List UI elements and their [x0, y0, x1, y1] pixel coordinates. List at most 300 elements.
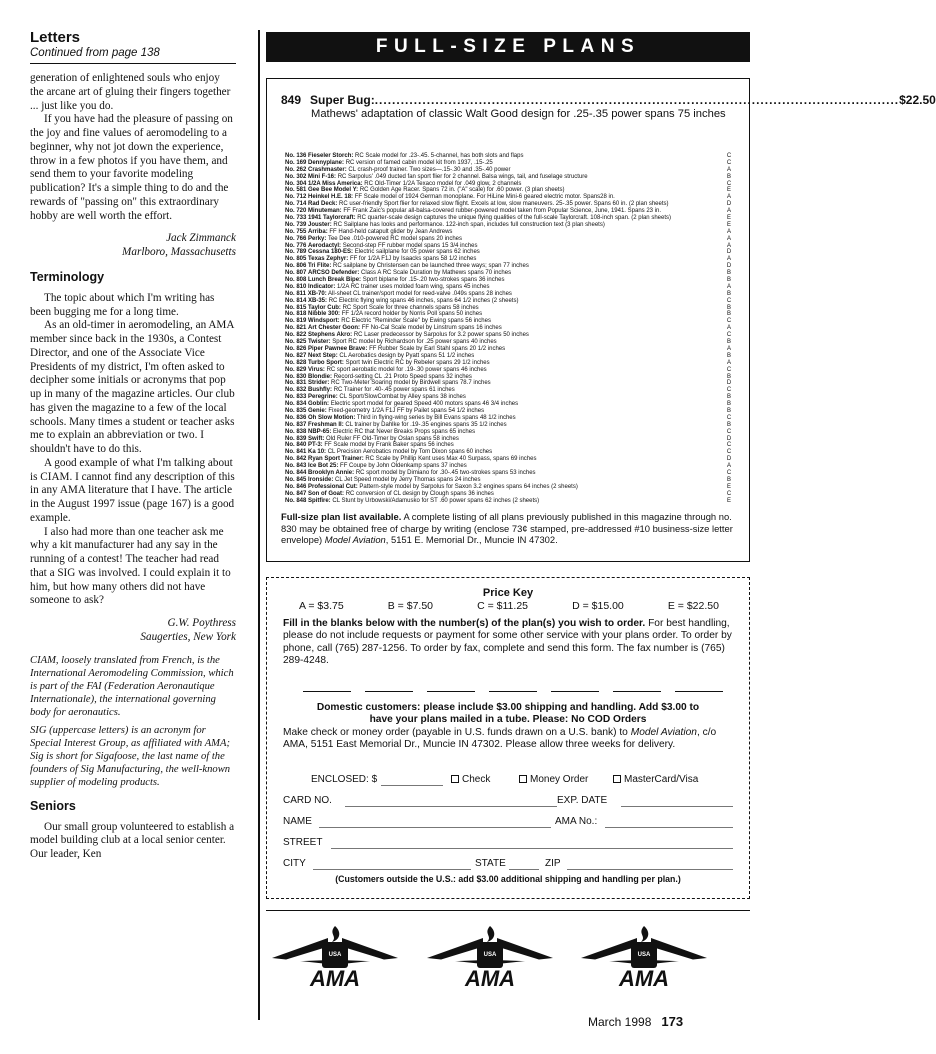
letter2-paragraph: The topic about which I'm writing has been bugging me for a long time. [30, 291, 215, 318]
editor-note-ciam: CIAM, loosely translated from French, is the International Aeromodeling Commission, which is part of the FAI (Federation Aeronautique Internationale), the international governing body for aeronautics. [30, 654, 234, 718]
plan-row [285, 484, 715, 491]
leader-dots: ......................................................................................................................... [374, 93, 900, 107]
plan-row [285, 187, 715, 194]
plan-name: Professional Cut: [308, 483, 358, 490]
street-row [283, 837, 737, 850]
plan-row [285, 181, 715, 188]
letter1-paragraph: If you have had the pleasure of passing on the joy and fine values of aeromodeling to a beginner, why not jot down the experience, throw in a few photos if you have them, and send them to your favorite modeling publication? It's a simple thing to do and the rewards of "passing on" this extraordinary hobby are well worth the effort. [30, 113, 233, 222]
plan-list-note [281, 511, 739, 546]
plan-description: RC Laser predecessor by Sarpolus for 3.2 power spans 50 inches [353, 332, 529, 339]
flame-icon [487, 926, 494, 942]
name-label: NAME [283, 816, 312, 827]
plan-number-blank[interactable] [551, 690, 599, 692]
plan-row [285, 277, 715, 284]
plan-number-blank[interactable] [303, 690, 351, 692]
plan-description: FF for 1/2A F1J by Isaacks spans 58 1/2 inches [349, 256, 477, 263]
plan-number: No. 169 [285, 159, 307, 166]
price-code: C [726, 414, 732, 421]
plan-name: Twister: [308, 339, 331, 346]
plan-number: No. 835 [285, 407, 307, 414]
logo-subtext: USA [483, 952, 497, 958]
letter2-paragraph: A good example of what I'm talking about is CIAM. I cannot find any description of this in any AMA literature that I have. The article in the August 1997 issue (page 167) is a good example. [30, 456, 235, 524]
price-code: D [726, 201, 732, 208]
plan-number: No. 837 [285, 421, 307, 428]
plan-row [285, 201, 715, 208]
plan-name: Nibble 300: [308, 311, 341, 318]
plan-row [285, 463, 715, 470]
plan-row [285, 305, 715, 312]
plan-name: Perky: [308, 235, 327, 242]
price-code: A [726, 208, 731, 215]
plan-name: ARCSO Defender: [308, 270, 360, 277]
plan-number: No. 806 [285, 263, 307, 270]
plan-description: Class A RC Scale Duration by Mathews spans 70 inches [361, 270, 512, 277]
price-code: A [726, 463, 731, 470]
plan-name: XB-70: [307, 290, 327, 297]
logo-text: AMA [618, 966, 670, 991]
plan-description: RC Sport Scale for three channels spans 58 inches [342, 304, 479, 311]
plan-name: Lunch Break Bipe: [308, 277, 362, 284]
plan-number: No. 834 [285, 401, 307, 408]
enclosed-amount-field[interactable] [381, 785, 443, 786]
plan-description: Tee Dee .010-powered RC model spans 20 inches [327, 235, 463, 242]
logo-rule [266, 910, 750, 911]
plan-description: Sport biplane for .15-.20 two-strokes spans 36 inches [362, 277, 505, 284]
money-order-checkbox[interactable] [519, 775, 527, 783]
plan-description: RC version of famed cabin model kit from 1937, .15-.25 [345, 159, 493, 166]
plan-number: No. 842 [285, 456, 307, 463]
plan-row [285, 394, 715, 401]
price-code: A [726, 345, 731, 352]
price-code: B [726, 277, 731, 284]
plan-description: 1/2A RC trainer uses molded foam wing, spans 45 inches [337, 283, 490, 290]
plan-name: 1941 Taylorcraft: [308, 215, 356, 222]
enclosed-row [283, 774, 737, 787]
plan-name: Ka 10: [308, 449, 327, 456]
price-code: B [726, 401, 731, 408]
mail-text-1: Make check or money order (payable in U.S. funds drawn on a U.S. bank) to [283, 727, 628, 738]
continued-note: Continued from page 138 [30, 47, 160, 59]
plan-number: No. 808 [285, 277, 307, 284]
plan-name: Dennyplane: [308, 159, 345, 166]
plan-number: No. 302 [285, 173, 307, 180]
city-row [283, 858, 737, 871]
plan-number: No. 828 [285, 359, 307, 366]
plan-row [285, 249, 715, 256]
plan-row [285, 449, 715, 456]
plan-number: No. 262 [285, 166, 307, 173]
plan-name: Rad Deck: [308, 201, 338, 208]
plan-number: No. 825 [285, 339, 307, 346]
plan-number: No. 821 [285, 325, 307, 332]
price-key-item: B = $7.50 [387, 600, 434, 612]
price-code: C [726, 180, 732, 187]
plan-name: Son of Goat: [308, 490, 345, 497]
plan-name: Piper Pawnee Brave: [308, 345, 368, 352]
price-key-item: E = $22.50 [667, 600, 719, 612]
state-field[interactable] [509, 869, 539, 870]
price-key-item: A = $3.75 [299, 600, 344, 612]
plan-number: No. 840 [285, 442, 307, 449]
logo-subtext: USA [637, 952, 651, 958]
plan-description: FF Scale model by Frank Baker spans 56 inches [324, 442, 454, 449]
price-code: A [726, 359, 731, 366]
city-label: CITY [283, 858, 306, 869]
plan-description: Third in flying-wing series by Bill Evans spans 48 1/2 inches [356, 414, 516, 421]
price-key-item: C = $11.25 [477, 600, 528, 612]
price-code: B [726, 339, 731, 346]
featured-plan-price: $22.50 [899, 93, 936, 107]
plan-list [285, 153, 715, 504]
domestic-line-2: have your plans mailed in a tube. Please: No COD Orders [369, 714, 647, 726]
magazine-name: Model Aviation [630, 727, 697, 738]
price-code: B [726, 304, 731, 311]
logo-text: AMA [309, 966, 361, 991]
plan-description: FF Coupe by John Oldenkamp spans 37 inches [340, 463, 467, 470]
price-code: D [726, 435, 732, 442]
plan-name: Stephens Akro: [308, 332, 353, 339]
plan-row [285, 153, 715, 160]
price-code: B [726, 311, 731, 318]
plan-number: No. 776 [285, 242, 307, 249]
price-code: D [726, 380, 732, 387]
plan-number-blank[interactable] [675, 690, 723, 692]
price-code: C [726, 469, 732, 476]
plan-row [285, 477, 715, 484]
flame-icon [641, 926, 648, 942]
plan-description: RC Electric flying wing spans 46 inches, spans 64 1/2 inches (2 sheets) [328, 297, 519, 304]
plan-row [285, 429, 715, 436]
plan-number: No. 844 [285, 469, 307, 476]
plan-number: No. 811 [285, 290, 307, 297]
order-instructions [283, 618, 737, 668]
plan-description: Old Ruler FF Old-Timer by Oslan spans 58 inches [326, 435, 459, 442]
plan-number: No. 838 [285, 428, 307, 435]
plan-row [285, 298, 715, 305]
plan-name: Bushfly: [308, 387, 333, 394]
plan-description: RC user-friendly Sport flier for relaxed slow flight. Excels at low, slow maneuvers. 25-.35 power. Spans 60 in. (2 plan sheets) [339, 201, 669, 208]
issue-date: March 1998 [588, 1015, 652, 1029]
plan-number: No. 832 [285, 387, 307, 394]
price-code: C [726, 332, 732, 339]
plan-row [285, 270, 715, 277]
plan-row [285, 491, 715, 498]
price-code: C [726, 297, 732, 304]
price-code: C [726, 366, 732, 373]
plan-description: All-sheet CL trainer/sport model for reed-valve .049s spans 28 inches [328, 290, 512, 297]
plan-row [285, 256, 715, 263]
plan-description: FF Frank Zaic's popular all-balsa-covered rubber-powered model taken from Popular Science, June, 1941. Spans 23 in. [343, 208, 662, 215]
plan-row [285, 284, 715, 291]
plan-description: RC Scale model for .23-.45. 5-channel, has both slots and flaps [355, 153, 524, 159]
plan-description: Pattern-style model by Sarpolus for Saxon 3.2 engines spans 64 inches (2 sheets) [359, 483, 578, 490]
plan-description: RC Old-Timer 1/2A Texaco model for .049 glow, 2 channels [364, 180, 522, 187]
price-code: C [726, 490, 732, 497]
plan-row [285, 367, 715, 374]
plan-name: Ironside: [308, 476, 334, 483]
letters-title: Letters [30, 29, 81, 46]
plan-row [285, 442, 715, 449]
plan-row [285, 353, 715, 360]
plan-number-blanks [303, 690, 723, 692]
international-shipping-note: (Customers outside the U.S.: add $3.00 additional shipping and handling per plan.) [335, 874, 681, 884]
price-code: B [726, 373, 731, 380]
plan-name: XB-35: [308, 297, 328, 304]
plan-description: RC quarter-scale design captures the unique flying qualities of the full-scale Taylorcraft. 108-inch span. (2 plan sheets) [357, 215, 671, 222]
plan-name: Aerodactyl: [308, 242, 342, 249]
plan-name: Tri Flite: [308, 263, 332, 270]
plan-list-note-address: , 5151 E. Memorial Dr., Muncie IN 47302. [385, 534, 558, 545]
plan-row [285, 339, 715, 346]
exp-date-field[interactable] [621, 806, 733, 807]
plan-description: Record-setting CL .21 Proto Speed spans 32 inches [333, 373, 472, 380]
plan-name: Blondie: [308, 373, 333, 380]
letter1-paragraph: generation of enlightened souls who enjoy the arcane art of gluing their fingers together ... just like you do. [30, 72, 231, 112]
plan-number: No. 755 [285, 228, 307, 235]
plan-row [285, 174, 715, 181]
plan-description: RC conversion of CL design by Clough spans 36 inches [345, 490, 494, 497]
featured-plan [281, 93, 936, 121]
plan-number: No. 846 [285, 483, 307, 490]
signature-name: Jack Zimmanck [166, 232, 236, 245]
mail-text-2: , c/o AMA, 5151 East Memorial Dr., Muncie IN 47302. Please allow three weeks for delivery. [283, 727, 717, 751]
editor-note-sig: SIG (uppercase letters) is an acronym for Special Interest Group, as affiliated with AMA; Sig is short for Sigafoose, the last name of the founders of Sig Manufacturing, the well-known supplier of modeling products. [30, 724, 231, 788]
plan-name: Ice Bot 25: [308, 463, 339, 470]
plan-row [285, 236, 715, 243]
state-label: STATE [475, 858, 506, 869]
mail-instructions [283, 727, 737, 752]
flame-icon [332, 926, 339, 942]
plan-description: RC sport aerobatic model for .19-.30 power spans 46 inches [326, 366, 487, 373]
plan-description: RC Electric "Reminder Scale" by Ewing spans 56 inches [341, 318, 491, 325]
plan-description: FF Rubber Scale by Earl Stahl spans 20 1/2 inches [369, 345, 506, 352]
plan-row [285, 422, 715, 429]
plan-number: No. 581 [285, 187, 307, 194]
price-code: B [726, 270, 731, 277]
plan-name: PT-3: [308, 442, 323, 449]
price-code: A [726, 283, 731, 290]
plan-name: Genie: [308, 407, 327, 414]
plan-number: No. 845 [285, 476, 307, 483]
plan-description: Electric sport model for geared Speed 400 motors spans 46 3/4 inches [330, 401, 519, 408]
plan-description: CL crash-proof trainer. Two sizes—.15-.30 and .35-.40 power [348, 166, 511, 173]
plan-number: No. 833 [285, 394, 307, 401]
ama-no-label: AMA No.: [555, 816, 598, 827]
logo-subtext: USA [328, 952, 342, 958]
plan-name: Indicator: [308, 283, 336, 290]
plan-description: RC sailplane by Christensen can be launched three ways; span 77 inches [333, 263, 529, 270]
plan-number: No. 847 [285, 490, 307, 497]
zip-label: ZIP [545, 858, 561, 869]
price-code: C [726, 428, 732, 435]
plan-row [285, 325, 715, 332]
plan-name: Goblin: [308, 401, 330, 408]
section-heading-terminology: Terminology [30, 269, 105, 284]
plan-description: CL Stunt by Urbowski/Adamusko for ST .60 power spans 62 inches (2 sheets) [332, 497, 540, 504]
plan-description: Second-step FF rubber model spans 15 3/4 inches [342, 242, 478, 249]
plan-number: No. 829 [285, 366, 307, 373]
plan-row [285, 498, 715, 505]
letter2-paragraph: I also had more than one teacher ask me why a kit manufacturer had any say in the running of a contest! The teacher had read that a SIG was involved. I could explain it to him, but how many others did not have someone to ask? [30, 525, 231, 607]
price-code: C [726, 442, 732, 449]
check-checkbox[interactable] [451, 775, 459, 783]
plan-description: FF Scale model of 1924 German monoplane. For HiLine Mini-6 geared electric motor. Spans28 in. [354, 194, 615, 201]
plan-number: No. 739 [285, 221, 307, 228]
logo-text: AMA [464, 966, 516, 991]
featured-plan-name: Super Bug: [310, 93, 375, 107]
plan-description: RC Sarpolus' .049 ducted fan sport flier for 2 channel. Balsa wings, tail, and fuselage structure [337, 173, 588, 180]
price-code: B [726, 352, 731, 359]
section-heading-seniors: Seniors [30, 798, 76, 813]
magazine-name: Model Aviation [324, 534, 386, 545]
plan-row [285, 401, 715, 408]
plan-row [285, 194, 715, 201]
price-code: C [726, 387, 732, 394]
price-code: D [726, 249, 732, 256]
card-no-label: CARD NO. [283, 795, 332, 806]
card-option[interactable] [613, 774, 698, 785]
plan-name: Virus: [308, 366, 325, 373]
plan-name: Ryan Sport Trainer: [308, 456, 364, 463]
plan-description: FF No-Cal Scale model by Linstrum spans 16 inches [361, 325, 502, 332]
price-code: A [726, 194, 731, 201]
plan-number: No. 720 [285, 208, 307, 215]
plan-description: Electric sailplane for 05 power spans 62 inches [354, 249, 480, 256]
price-code: E [726, 187, 731, 194]
ama-no-field[interactable] [605, 827, 733, 828]
plan-name: NBP-65: [308, 428, 332, 435]
plan-description: Fixed-geometry 1/2A F1J FF by Pailet spans 54 1/2 inches [328, 407, 485, 414]
ama-logo [268, 924, 402, 990]
signature-name: G.W. Poythress [167, 617, 236, 629]
plan-row [285, 208, 715, 215]
plan-row [285, 332, 715, 339]
price-code: B [726, 421, 731, 428]
plan-name: Cessna 180-ES: [308, 249, 354, 256]
plan-row [285, 243, 715, 250]
city-field[interactable] [313, 869, 471, 870]
domestic-line-1: Domestic customers: please include $3.00 shipping and handling. Add $3.00 to [316, 702, 700, 713]
column-divider [258, 30, 260, 1020]
letter3-paragraph: Our small group volunteered to establish a model building club at a local senior center. Our leader, Ken [30, 820, 235, 860]
plan-row [285, 415, 715, 422]
plan-number-blank[interactable] [613, 690, 661, 692]
plan-number-blank[interactable] [427, 690, 475, 692]
plan-description: CL Jet Speed model by Jerry Thomas spans 24 inches [335, 476, 481, 483]
plan-number: No. 814 [285, 297, 307, 304]
plan-name: Gee Bee Model Y: [308, 187, 359, 194]
check-option[interactable] [451, 774, 490, 785]
price-code: C [726, 449, 732, 456]
plan-row [285, 291, 715, 298]
price-code: B [726, 476, 731, 483]
plan-description: FF 1/2A record holder by Norris Poll spans 50 inches [341, 311, 483, 318]
card-no-field[interactable] [345, 806, 557, 807]
plan-number: No. 830 [285, 373, 307, 380]
plan-number: No. 807 [285, 270, 307, 277]
price-code: C [726, 153, 732, 159]
plan-list-note-bold: Full-size plan list available. [281, 511, 402, 522]
plan-description: FF Hand-held catapult glider by Jean Andrews [329, 228, 453, 235]
plan-row [285, 346, 715, 353]
price-code: E [726, 497, 731, 504]
plan-row [285, 311, 715, 318]
plan-name: Windsport: [308, 318, 340, 325]
plan-row [285, 360, 715, 367]
plan-number: No. 815 [285, 304, 307, 311]
plan-name: Jouster: [308, 221, 332, 228]
plan-row [285, 229, 715, 236]
plan-name: Peregrine: [308, 394, 338, 401]
plan-number: No. 826 [285, 345, 307, 352]
plan-row [285, 408, 715, 415]
plan-description: RC Trainer for .40-.45 power spans 61 inches [333, 387, 455, 394]
plan-description: RC sport model by Dimiano for .30-.45 two-strokes spans 53 inches [355, 469, 536, 476]
plan-name: Freshman II: [308, 421, 344, 428]
signature-place: Saugerties, New York [140, 630, 236, 643]
card-checkbox[interactable] [613, 775, 621, 783]
plan-number: No. 712 [285, 194, 307, 201]
plan-description: RC Sailplane has looks and performance. 122-inch span, includes full construction text (3 plan sheets) [333, 221, 605, 228]
price-code: B [726, 394, 731, 401]
zip-field[interactable] [567, 869, 733, 870]
street-field[interactable] [331, 848, 733, 849]
plan-row [285, 263, 715, 270]
plan-number-blank[interactable] [489, 690, 537, 692]
plan-row [285, 436, 715, 443]
plan-name: Spitfire: [308, 497, 331, 504]
plan-number: No. 789 [285, 249, 307, 256]
plan-row [285, 470, 715, 477]
plan-row [285, 160, 715, 167]
plan-number: No. 818 [285, 311, 307, 318]
price-code: A [726, 166, 731, 173]
check-label: Check [462, 774, 491, 785]
plan-number: No. 714 [285, 201, 307, 208]
plan-name: Minuteman: [308, 208, 342, 215]
plan-number: No. 841 [285, 449, 307, 456]
plan-number: No. 136 [285, 153, 307, 159]
order-instructions-text: For best handling, please do not include requests or payment for some other service with your plans order. To order by phone, call (765) 287-1256. To order by fax, complete and send this form. The fax number is (765) 289-4248. [283, 618, 732, 667]
plan-row [285, 318, 715, 325]
street-label: STREET [283, 837, 323, 848]
plan-name: Art Chester Goon: [308, 325, 361, 332]
money-order-option[interactable] [519, 774, 588, 785]
plan-number: No. 766 [285, 235, 307, 242]
plan-number: No. 831 [285, 380, 307, 387]
card-label: MasterCard/Visa [624, 774, 699, 785]
plan-number: No. 819 [285, 318, 307, 325]
plan-name: Crashmaster: [308, 166, 347, 173]
price-code: A [726, 256, 731, 263]
name-field[interactable] [319, 827, 551, 828]
price-code: C [726, 318, 732, 325]
price-code: A [726, 228, 731, 235]
featured-plan-description: Mathews' adaptation of classic Walt Good design for .25-.35 power spans 75 inches [311, 108, 726, 120]
price-code: B [726, 290, 731, 297]
price-code: D [726, 263, 732, 270]
plan-number: No. 822 [285, 332, 307, 339]
featured-plan-number: 849 [281, 93, 302, 107]
plan-name: 1/2A Miss America: [308, 180, 363, 187]
domestic-shipping-note [267, 702, 749, 727]
plan-number-blank[interactable] [365, 690, 413, 692]
price-code: A [726, 235, 731, 242]
enclosed-label: ENCLOSED: $ [311, 774, 378, 785]
plan-name: Arriba: [308, 228, 328, 235]
exp-date-label: EXP. DATE [557, 795, 608, 806]
signature-place: Marlboro, Massachusetts [122, 246, 236, 258]
